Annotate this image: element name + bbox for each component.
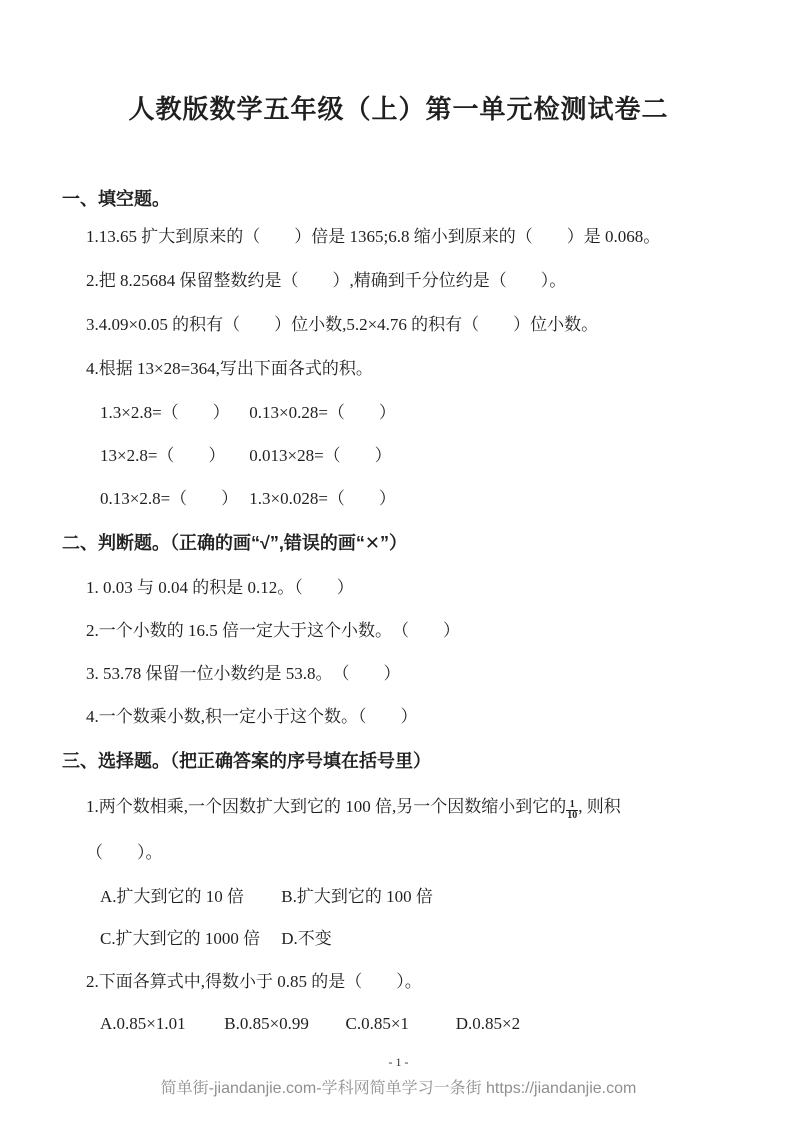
section-2-question-1: 1. 0.03 与 0.04 的积是 0.12。（ ） xyxy=(86,578,354,597)
option-row xyxy=(100,1003,735,1045)
footer-text: 简单街-jiandanjie.com-学科网简单学习一条街 https://jiandanjie.com xyxy=(160,1080,637,1097)
grid-expression: 13×2.8=（ ） xyxy=(100,446,226,465)
section-2-heading: 二、判断题。（正确的画“√”,错误的画“✕”） xyxy=(62,533,407,553)
section-1-heading: 一、填空题。 xyxy=(62,189,170,209)
section-3-question-1-line-1 xyxy=(86,784,735,830)
section-3-heading: 三、选择题。（把正确答案的序号填在括号里） xyxy=(62,751,431,771)
fraction-numerator: 1 xyxy=(566,800,578,812)
section-1-question-3: 3.4.09×0.05 的积有（ ）位小数,5.2×4.76 的积有（ ）位小数。 xyxy=(86,315,599,334)
section-1-question-1: 1.13.65 扩大到原来的（ ）倍是 1365;6.8 缩小到原来的（ ）是 0.068。 xyxy=(86,227,661,246)
option-b: B.0.85×0.99 xyxy=(224,1014,309,1033)
section-3-question-2: 2.下面各算式中,得数小于 0.85 的是（ ）。 xyxy=(86,972,422,991)
section-3-question-1-line-2: （ ）。 xyxy=(86,843,163,862)
grid-expression: 1.3×0.028=（ ） xyxy=(249,489,396,508)
section-2-question-3: 3. 53.78 保留一位小数约是 53.8。 （ ） xyxy=(86,664,401,683)
option-d: D.不变 xyxy=(281,929,332,948)
fraction-one-tenth xyxy=(566,800,578,822)
section-2-question-2: 2.一个小数的 16.5 倍一定大于这个小数。 （ ） xyxy=(86,621,460,640)
grid-expression: 0.13×0.28=（ ） xyxy=(249,403,396,422)
section-2-question-4: 4.一个数乘小数,积一定小于这个数。（ ） xyxy=(86,707,418,726)
option-a: A.0.85×1.01 xyxy=(100,1014,186,1033)
products-grid-row xyxy=(100,434,735,477)
option-row xyxy=(100,918,735,960)
section-1-question-4: 4.根据 13×28=364,写出下面各式的积。 xyxy=(86,359,373,378)
option-c: C.扩大到它的 1000 倍 xyxy=(100,929,261,948)
option-row xyxy=(100,876,735,918)
question-text-after-fraction: , 则积 xyxy=(578,797,621,816)
page-title: 人教版数学五年级（上）第一单元检测试卷二 xyxy=(128,95,669,124)
question-text-before-fraction: 1.两个数相乘,一个因数扩大到它的 100 倍,另一个因数缩小到它的 xyxy=(86,797,567,816)
option-b: B.扩大到它的 100 倍 xyxy=(281,887,433,906)
option-d: D.0.85×2 xyxy=(455,1014,521,1033)
page-number: - 1 - xyxy=(388,1055,409,1069)
products-grid-row xyxy=(100,477,735,520)
section-1-question-2: 2.把 8.25684 保留整数约是（ ）,精确到千分位约是（ ）。 xyxy=(86,271,567,290)
grid-expression: 0.013×28=（ ） xyxy=(249,446,392,465)
grid-expression: 0.13×2.8=（ ） xyxy=(100,489,239,508)
products-grid-row xyxy=(100,391,735,434)
option-c: C.0.85×1 xyxy=(345,1014,409,1033)
grid-expression: 1.3×2.8=（ ） xyxy=(100,403,230,422)
option-a: A.扩大到它的 10 倍 xyxy=(100,887,245,906)
fraction-denominator: 10 xyxy=(567,810,578,821)
